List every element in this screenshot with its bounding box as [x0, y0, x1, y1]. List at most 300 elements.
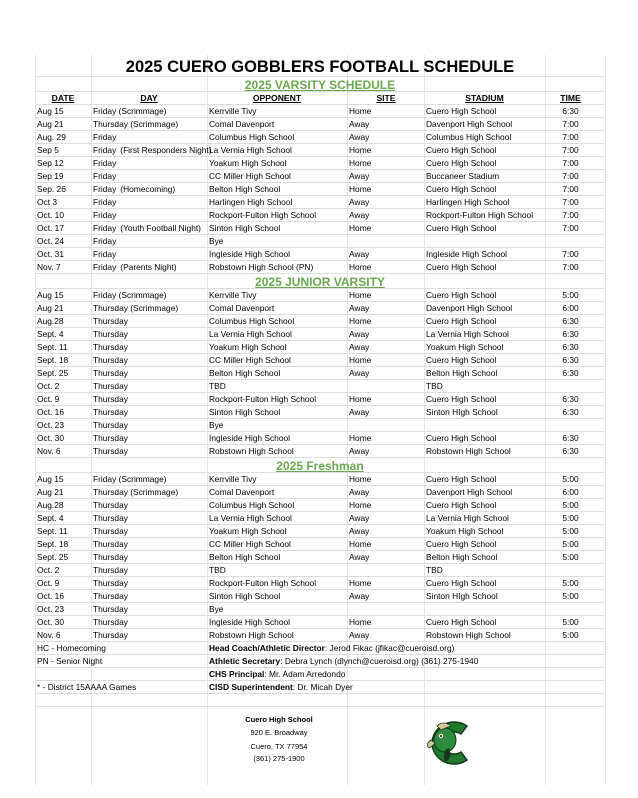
table-row [35, 525, 605, 538]
cell-day-text: Thursday [93, 526, 128, 536]
cell-opponent: La Vernia High School [209, 145, 292, 155]
cell-opponent: TBD [209, 565, 226, 575]
cell-day [93, 538, 128, 550]
cell-site: Away [349, 368, 370, 378]
cell-opponent: Robstown High School [209, 446, 294, 456]
cell-time: 7:00 [562, 184, 579, 194]
header-opponent: OPPONENT [252, 93, 302, 103]
cell-site: Home [349, 355, 372, 365]
cell-day-text: Thursday [93, 329, 128, 339]
cell-site: Home [349, 539, 372, 549]
cell-date: Nov. 7 [37, 262, 61, 272]
section-heading-row [35, 274, 605, 289]
cell-opponent: Bye [209, 236, 224, 246]
cell-day [93, 367, 128, 379]
cell-time: 5:00 [562, 617, 579, 627]
cell-time: 6:30 [562, 355, 579, 365]
cell-opponent: La Vernia High School [209, 329, 292, 339]
cell-opponent: Comal Davenport [209, 303, 275, 313]
cell-opponent: Columbus High School [209, 132, 295, 142]
cell-time: 6:30 [562, 407, 579, 417]
cell-site: Home [349, 617, 372, 627]
table-row [35, 406, 605, 419]
cell-stadium: Cuero High School [426, 223, 497, 233]
footer-row [35, 642, 605, 655]
cell-day-note: (Parents Night) [120, 262, 177, 272]
table-row [35, 222, 605, 235]
cell-stadium: Cuero High School [426, 262, 497, 272]
footer-contact [209, 681, 353, 693]
cell-stadium: Belton High School [426, 552, 498, 562]
footer-contact-label: Athletic Secretary [209, 656, 281, 666]
cell-date: Sep 5 [37, 145, 59, 155]
cell-site: Away [349, 552, 370, 562]
cell-day [93, 445, 128, 457]
cell-day-text: Friday [93, 184, 117, 194]
table-row [35, 629, 605, 642]
cell-day-text: Thursday [93, 565, 128, 575]
cell-stadium: Rockport-Fulton High School [426, 210, 534, 220]
table-row [35, 393, 605, 406]
cell-date: Oct. 10 [37, 210, 64, 220]
cell-stadium: Davenport High School [426, 119, 513, 129]
cell-day [93, 302, 178, 314]
table-row [35, 616, 605, 629]
cell-stadium: Columbus High School [426, 132, 512, 142]
cell-date: Aug 21 [37, 487, 64, 497]
section-heading: 2025 VARSITY SCHEDULE [244, 78, 396, 92]
cell-opponent: La Vernia High School [209, 513, 292, 523]
table-row [35, 196, 605, 209]
cell-opponent: Kerrville Tivy [209, 474, 257, 484]
cell-day [93, 222, 201, 234]
footer-contact-label: Head Coach/Athletic Director [209, 643, 325, 653]
table-row [35, 590, 605, 603]
cell-time: 5:00 [562, 578, 579, 588]
cell-opponent: Comal Davenport [209, 487, 275, 497]
footer-legend: PN - Senior Night [37, 656, 103, 666]
cell-day-text: Friday [93, 249, 117, 259]
cell-day-text: Thursday [93, 381, 128, 391]
cell-date: Oct. 23 [37, 604, 64, 614]
footer-contact-value: : Jerod Fikac (jfikac@cueroisd.org) [324, 643, 455, 653]
cell-stadium: Cuero High School [426, 106, 497, 116]
table-row [35, 367, 605, 380]
footer-row [35, 668, 605, 681]
cell-date: Oct. 2 [37, 565, 60, 575]
cell-opponent: Kerrville Tivy [209, 290, 257, 300]
cell-time: 6:30 [562, 342, 579, 352]
cell-date: Sep 12 [37, 158, 64, 168]
table-row [35, 209, 605, 222]
table-row [35, 144, 605, 157]
cell-day-text: Thursday [93, 539, 128, 549]
cell-opponent: Belton High School [209, 368, 281, 378]
cell-day-text: Friday [93, 197, 117, 207]
cell-opponent: Sinton High School [209, 591, 281, 601]
cell-stadium: La Vernia High School [426, 329, 509, 339]
table-row [35, 577, 605, 590]
cell-time: 6:00 [562, 487, 579, 497]
footer-spacer-row [35, 694, 605, 707]
cell-date: Sept. 18 [37, 539, 69, 549]
page-title: 2025 CUERO GOBBLERS FOOTBALL SCHEDULE [125, 58, 515, 76]
cell-site: Home [349, 578, 372, 588]
cell-opponent: Bye [209, 604, 224, 614]
cell-stadium: Cuero High School [426, 158, 497, 168]
cell-day [93, 419, 128, 431]
cell-site: Away [349, 591, 370, 601]
table-row [35, 564, 605, 577]
school-city: Cuero, TX 77954 [250, 742, 308, 751]
cell-day-text: Friday (Scrimmage) [93, 290, 167, 300]
cell-stadium: Harlingen High School [426, 197, 510, 207]
cell-day-text: Thursday [93, 578, 128, 588]
cell-day-text: Friday [93, 210, 117, 220]
cell-stadium: Davenport High School [426, 487, 513, 497]
cell-time: 7:00 [562, 249, 579, 259]
cell-site: Away [349, 210, 370, 220]
table-row [35, 170, 605, 183]
contact-block [35, 712, 605, 772]
footer-contact [209, 642, 454, 654]
cell-day-text: Friday [93, 236, 117, 246]
header-site: SITE [376, 93, 396, 103]
table-row [35, 473, 605, 486]
cell-day-text: Thursday [93, 591, 128, 601]
cell-time: 5:00 [562, 591, 579, 601]
cell-day [93, 380, 128, 392]
schedule-sheet [35, 55, 605, 707]
cell-day [93, 629, 128, 641]
cell-site: Home [349, 433, 372, 443]
footer-contact [209, 655, 478, 667]
cell-opponent: Robstown High School (PN) [209, 262, 314, 272]
cell-day [93, 261, 177, 273]
cell-day-text: Thursday [93, 446, 128, 456]
cell-day-text: Thursday [93, 617, 128, 627]
cell-date: Sept. 4 [37, 513, 64, 523]
table-row [35, 248, 605, 261]
footer-legend: HC - Homecoming [37, 643, 106, 653]
cell-day-text: Thursday [93, 604, 128, 614]
cell-day-text: Thursday [93, 630, 128, 640]
footer-contact [209, 668, 345, 680]
sections [35, 77, 605, 642]
cell-date: Aug 21 [37, 303, 64, 313]
school-street: 920 E. Broadway [250, 728, 308, 737]
cell-opponent: TBD [209, 381, 226, 391]
cell-opponent: Bye [209, 420, 224, 430]
cell-stadium: Davenport High School [426, 303, 513, 313]
cell-opponent: Belton High School [209, 184, 281, 194]
cell-day [93, 432, 128, 444]
table-row [35, 235, 605, 248]
cell-day [93, 315, 128, 327]
section-heading: 2025 Freshman [276, 459, 364, 473]
cell-time: 5:00 [562, 552, 579, 562]
cell-date: Aug.28 [37, 500, 64, 510]
cell-site: Away [349, 446, 370, 456]
cell-day [93, 551, 128, 563]
cell-time: 6:30 [562, 433, 579, 443]
cell-date: Sep 19 [37, 171, 64, 181]
cell-day-text: Thursday [93, 355, 128, 365]
cell-stadium: Yoakum High School [426, 526, 504, 536]
cell-date: Sept. 18 [37, 355, 69, 365]
cell-day-text: Thursday (Scrimmage) [93, 119, 179, 129]
cell-time: 5:00 [562, 630, 579, 640]
cell-site: Away [349, 119, 370, 129]
cell-day-text: Thursday [93, 394, 128, 404]
table-row [35, 380, 605, 393]
cell-stadium: Cuero High School [426, 394, 497, 404]
cell-site: Away [349, 342, 370, 352]
cell-stadium: Ingleside High School [426, 249, 508, 259]
cell-day [93, 473, 167, 485]
table-row [35, 499, 605, 512]
cell-site: Home [349, 223, 372, 233]
cell-time: 7:00 [562, 158, 579, 168]
cell-stadium: Cuero High School [426, 316, 497, 326]
table-row [35, 131, 605, 144]
cell-time: 7:00 [562, 132, 579, 142]
table-row [35, 538, 605, 551]
cell-time: 5:00 [562, 526, 579, 536]
cell-day [93, 248, 116, 260]
cell-day [93, 235, 116, 247]
cell-stadium: La Vernia High School [426, 513, 509, 523]
table-row [35, 512, 605, 525]
cell-day [93, 512, 128, 524]
cell-date: Oct. 2 [37, 381, 60, 391]
cell-opponent: Yoakum High School [209, 342, 287, 352]
table-row [35, 328, 605, 341]
section-heading-row [35, 458, 605, 473]
cell-date: Aug 15 [37, 290, 64, 300]
cell-day [93, 131, 116, 143]
cell-date: Oct. 23 [37, 420, 64, 430]
cell-day-text: Thursday [93, 513, 128, 523]
footer-legend: * - District 15AAAA Games [37, 682, 137, 692]
cell-date: Oct. 24 [37, 236, 64, 246]
cell-site: Home [349, 262, 372, 272]
table-row [35, 315, 605, 328]
table-row [35, 551, 605, 564]
cell-time: 6:30 [562, 316, 579, 326]
cell-site: Away [349, 526, 370, 536]
cell-day [93, 577, 128, 589]
cell-stadium: Sinton HIgh School [426, 591, 498, 601]
cell-site: Home [349, 500, 372, 510]
cell-opponent: Harlingen High School [209, 197, 293, 207]
cell-day [93, 616, 128, 628]
cell-day-text: Thursday [93, 420, 128, 430]
cell-day-text: Friday [93, 158, 117, 168]
cell-time: 7:00 [562, 210, 579, 220]
cell-opponent: Rockport-Fulton High School [209, 578, 317, 588]
cell-stadium: Cuero High School [426, 184, 497, 194]
cell-day [93, 289, 167, 301]
cell-date: Aug 15 [37, 106, 64, 116]
cell-opponent: Comal Davenport [209, 119, 275, 129]
cell-time: 6:30 [562, 368, 579, 378]
cell-day [93, 196, 116, 208]
cell-date: Sept. 4 [37, 329, 64, 339]
cell-site: Away [349, 249, 370, 259]
table-row [35, 486, 605, 499]
cell-stadium: Robstown High School [426, 446, 511, 456]
table-row [35, 354, 605, 367]
cell-opponent: Ingleside High School [209, 249, 291, 259]
table-row [35, 432, 605, 445]
cell-site: Away [349, 329, 370, 339]
cell-time: 6:30 [562, 329, 579, 339]
header-time: TIME [560, 93, 581, 103]
cell-day [93, 157, 116, 169]
cell-time: 7:00 [562, 171, 579, 181]
cell-stadium: Cuero High School [426, 433, 497, 443]
cell-date: Sept. 25 [37, 552, 69, 562]
gobbler-c-logo-icon [423, 718, 481, 768]
title-row [35, 55, 605, 77]
cell-day-text: Thursday (Scrimmage) [93, 487, 179, 497]
section-heading: 2025 JUNIOR VARSITY [255, 275, 385, 289]
cell-day-text: Friday [93, 223, 117, 233]
cell-time: 5:00 [562, 539, 579, 549]
cell-opponent: Ingleside High School [209, 617, 291, 627]
cell-date: Oct. 16 [37, 591, 64, 601]
cell-day-note: (Homecoming) [120, 184, 176, 194]
cell-day-note: (Youth Football Night) [120, 223, 201, 233]
cell-date: Aug. 29 [37, 132, 66, 142]
table-row [35, 105, 605, 118]
column-header-row [35, 92, 605, 105]
header-date: DATE [51, 93, 75, 103]
footer-contact-value: : Debra Lynch (dlynch@cueroisd.org) (361) 275-1940 [280, 656, 479, 666]
cell-site: Home [349, 145, 372, 155]
cell-stadium: Cuero High School [426, 539, 497, 549]
cell-day-text: Friday [93, 132, 117, 142]
cell-day-text: Friday (Scrimmage) [93, 474, 167, 484]
cell-time: 7:00 [562, 262, 579, 272]
cell-time: 5:00 [562, 500, 579, 510]
cell-day [93, 183, 175, 195]
cell-date: Oct. 16 [37, 407, 64, 417]
cell-date: Sept. 11 [37, 342, 68, 352]
table-row [35, 341, 605, 354]
cell-site: Home [349, 394, 372, 404]
table-row [35, 118, 605, 131]
cell-day [93, 209, 116, 221]
cell-site: Home [349, 316, 372, 326]
cell-date: Nov. 6 [37, 630, 61, 640]
cell-time: 5:00 [562, 290, 579, 300]
cell-opponent: Rockport-Fulton High School [209, 394, 317, 404]
cell-time: 6:30 [562, 394, 579, 404]
cell-day [93, 354, 128, 366]
cell-stadium: Cuero High School [426, 355, 497, 365]
cell-site: Away [349, 487, 370, 497]
cell-day [93, 170, 116, 182]
cell-opponent: Yoakum High School [209, 158, 287, 168]
cell-opponent: Ingleside High School [209, 433, 291, 443]
footer-contact-value: : Mr. Adam Arredondo [264, 669, 346, 679]
cell-day [93, 603, 128, 615]
cell-day-text: Thursday (Scrimmage) [93, 303, 179, 313]
cell-day [93, 393, 128, 405]
cell-day-text: Thursday [93, 500, 128, 510]
cell-site: Away [349, 513, 370, 523]
cell-day [93, 525, 128, 537]
cell-site: Away [349, 171, 370, 181]
footer-row [35, 681, 605, 694]
cell-day-text: Thursday [93, 552, 128, 562]
cell-stadium: Cuero High School [426, 290, 497, 300]
cell-opponent: Robstown High School [209, 630, 294, 640]
cell-opponent: Rockport-Fulton High School [209, 210, 317, 220]
cell-opponent: Yoakum High School [209, 526, 287, 536]
cell-day [93, 499, 128, 511]
cell-day [93, 118, 178, 130]
cell-opponent: CC Miller High School [209, 539, 291, 549]
school-phone: (361) 275-1900 [253, 754, 305, 763]
cell-day [93, 406, 128, 418]
cell-date: Oct 3 [37, 197, 58, 207]
cell-day-text: Friday [93, 171, 117, 181]
cell-stadium: Cuero High School [426, 500, 497, 510]
cell-site: Away [349, 132, 370, 142]
section-heading-row [35, 77, 605, 92]
table-row [35, 603, 605, 616]
footer-contact-label: CHS Principal [209, 669, 265, 679]
cell-day [93, 144, 212, 156]
cell-day [93, 486, 178, 498]
header-stadium: STADIUM [465, 93, 504, 103]
cell-stadium: Yoakum High School [426, 342, 504, 352]
cell-opponent: Kerrville Tivy [209, 106, 257, 116]
cell-date: Oct. 17 [37, 223, 64, 233]
table-row [35, 302, 605, 315]
footer-contact-value: : Dr. Micah Dyer [292, 682, 353, 692]
cell-opponent: Belton High School [209, 552, 281, 562]
cell-stadium: Cuero High School [426, 474, 497, 484]
cell-stadium: Cuero High School [426, 617, 497, 627]
cell-date: Oct. 30 [37, 433, 64, 443]
cell-opponent: Columbus High School [209, 316, 295, 326]
cell-site: Away [349, 630, 370, 640]
cell-date: Oct. 31 [37, 249, 64, 259]
header-day: DAY [140, 93, 158, 103]
cell-day-note: (First Responders Night) [120, 145, 212, 155]
cell-site: Home [349, 290, 372, 300]
cell-day-text: Thursday [93, 342, 128, 352]
table-row [35, 183, 605, 196]
cell-day [93, 328, 128, 340]
table-row [35, 261, 605, 274]
cell-time: 5:00 [562, 513, 579, 523]
cell-time: 6:30 [562, 106, 579, 116]
cell-stadium: TBD [426, 565, 443, 575]
cell-opponent: CC Miller High School [209, 171, 291, 181]
cell-time: 7:00 [562, 223, 579, 233]
cell-site: Away [349, 407, 370, 417]
cell-day [93, 590, 128, 602]
cell-time: 5:00 [562, 474, 579, 484]
cell-date: Oct. 30 [37, 617, 64, 627]
cell-time: 7:00 [562, 119, 579, 129]
cell-site: Home [349, 474, 372, 484]
